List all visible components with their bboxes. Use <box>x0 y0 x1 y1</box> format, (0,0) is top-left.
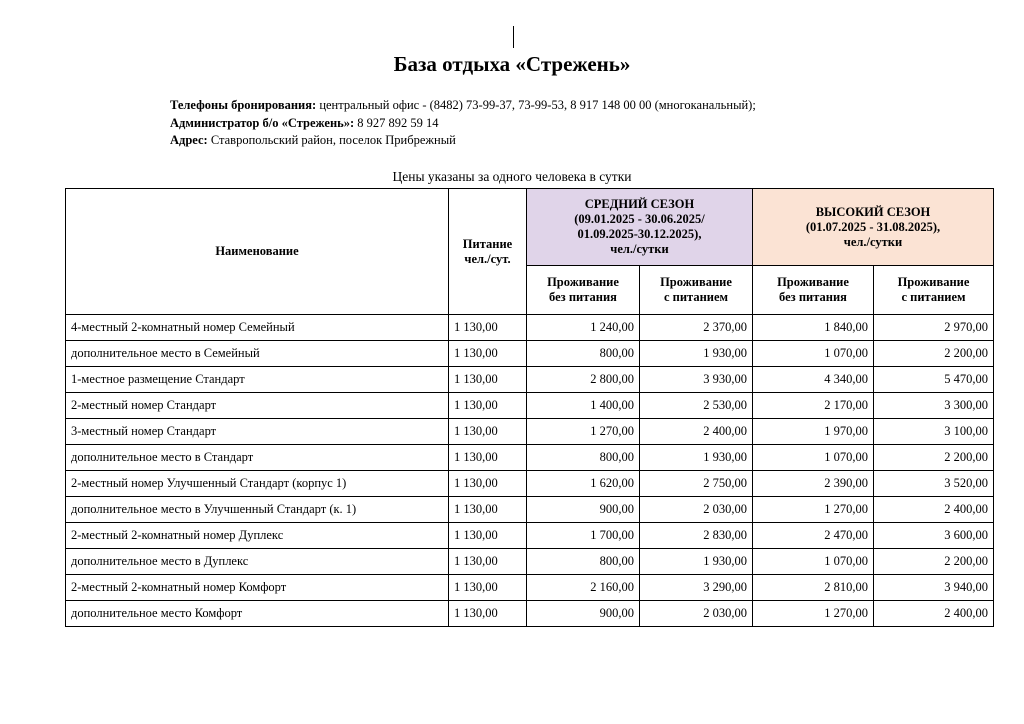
phones-label: Телефоны бронирования: <box>170 98 317 112</box>
text-cursor <box>513 26 514 48</box>
high-with-meals-cell: 2 200,00 <box>874 341 994 367</box>
high-with-meals-cell: 2 400,00 <box>874 601 994 627</box>
high-no-meals-cell: 1 070,00 <box>753 445 874 471</box>
table-row <box>66 341 994 367</box>
mid-with-meals-line1: Проживание <box>660 275 732 289</box>
header-meals-line1: Питание <box>462 236 513 251</box>
address-value: Ставропольский район, поселок Прибрежный <box>207 133 456 147</box>
header-high-with-meals <box>874 266 994 315</box>
high-no-meals-cell: 1 970,00 <box>753 419 874 445</box>
high-no-meals-cell: 2 390,00 <box>753 471 874 497</box>
mid-with-meals-cell: 1 930,00 <box>640 445 753 471</box>
address-label: Адрес: <box>170 133 208 147</box>
high-no-meals-line2: без питания <box>779 290 847 304</box>
address-line <box>170 132 756 150</box>
header-row-top <box>66 189 994 266</box>
mid-with-meals-line2: с питанием <box>663 290 729 304</box>
high-with-meals-cell: 3 100,00 <box>874 419 994 445</box>
mid-with-meals-cell: 2 830,00 <box>640 523 753 549</box>
high-no-meals-cell: 1 270,00 <box>753 497 874 523</box>
high-with-meals-cell: 2 200,00 <box>874 549 994 575</box>
header-meals <box>449 189 527 315</box>
high-no-meals-cell: 1 070,00 <box>753 341 874 367</box>
meals-price-cell: 1 130,00 <box>449 601 527 627</box>
table-row <box>66 419 994 445</box>
room-name-cell: дополнительное место в Дуплекс <box>66 549 449 575</box>
mid-with-meals-cell: 3 930,00 <box>640 367 753 393</box>
table-row <box>66 497 994 523</box>
room-name-cell: дополнительное место в Семейный <box>66 341 449 367</box>
mid-with-meals-cell: 1 930,00 <box>640 341 753 367</box>
high-with-meals-cell: 2 200,00 <box>874 445 994 471</box>
mid-with-meals-cell: 1 930,00 <box>640 549 753 575</box>
room-name-cell: 3-местный номер Стандарт <box>66 419 449 445</box>
mid-no-meals-cell: 1 240,00 <box>527 315 640 341</box>
admin-line <box>170 115 756 133</box>
mid-no-meals-cell: 800,00 <box>527 341 640 367</box>
room-name-cell: 2-местный 2-комнатный номер Комфорт <box>66 575 449 601</box>
room-name-cell: 2-местный номер Улучшенный Стандарт (корпус 1) <box>66 471 449 497</box>
room-name-cell: дополнительное место Комфорт <box>66 601 449 627</box>
mid-no-meals-cell: 900,00 <box>527 497 640 523</box>
admin-value: 8 927 892 59 14 <box>354 115 439 130</box>
price-table-body <box>66 315 994 627</box>
table-caption: Цены указаны за одного человека в сутки <box>392 169 632 184</box>
high-with-meals-cell: 2 970,00 <box>874 315 994 341</box>
header-meals-line2: чел./сут. <box>464 251 511 266</box>
mid-no-meals-line2: без питания <box>549 290 617 304</box>
contact-info <box>170 97 756 150</box>
mid-with-meals-cell: 2 030,00 <box>640 601 753 627</box>
mid-with-meals-cell: 2 370,00 <box>640 315 753 341</box>
table-row <box>66 393 994 419</box>
header-name: Наименование <box>66 189 449 315</box>
mid-no-meals-cell: 1 700,00 <box>527 523 640 549</box>
meals-price-cell: 1 130,00 <box>449 393 527 419</box>
high-with-meals-cell: 3 940,00 <box>874 575 994 601</box>
room-name-cell: 1-местное размещение Стандарт <box>66 367 449 393</box>
meals-price-cell: 1 130,00 <box>449 367 527 393</box>
high-no-meals-cell: 2 470,00 <box>753 523 874 549</box>
table-row <box>66 471 994 497</box>
high-with-meals-cell: 2 400,00 <box>874 497 994 523</box>
high-season-dates: (01.07.2025 - 31.08.2025), <box>805 219 941 234</box>
high-no-meals-cell: 2 170,00 <box>753 393 874 419</box>
table-row <box>66 549 994 575</box>
high-no-meals-cell: 1 270,00 <box>753 601 874 627</box>
mid-no-meals-cell: 2 160,00 <box>527 575 640 601</box>
mid-with-meals-cell: 3 290,00 <box>640 575 753 601</box>
table-row <box>66 445 994 471</box>
meals-price-cell: 1 130,00 <box>449 471 527 497</box>
mid-season-dates-2: 01.09.2025-30.12.2025), <box>577 227 702 241</box>
high-no-meals-line1: Проживание <box>777 275 849 289</box>
meals-price-cell: 1 130,00 <box>449 497 527 523</box>
meals-price-cell: 1 130,00 <box>449 445 527 471</box>
admin-label: Администратор б/о «Стрежень»: <box>170 115 355 130</box>
phones-line <box>170 97 756 115</box>
table-row <box>66 523 994 549</box>
meals-price-cell: 1 130,00 <box>449 341 527 367</box>
header-mid-season <box>527 189 753 266</box>
header-high-no-meals <box>753 266 874 315</box>
mid-season-dates-1: (09.01.2025 - 30.06.2025/ <box>574 212 705 226</box>
high-with-meals-line1: Проживание <box>897 275 970 289</box>
mid-with-meals-cell: 2 750,00 <box>640 471 753 497</box>
room-name-cell: 2-местный номер Стандарт <box>66 393 449 419</box>
high-with-meals-cell: 5 470,00 <box>874 367 994 393</box>
high-no-meals-cell: 1 070,00 <box>753 549 874 575</box>
high-with-meals-cell: 3 520,00 <box>874 471 994 497</box>
table-row <box>66 367 994 393</box>
price-table <box>65 188 994 627</box>
high-with-meals-line2: с питанием <box>901 290 966 304</box>
mid-no-meals-cell: 1 620,00 <box>527 471 640 497</box>
high-season-title: ВЫСОКИЙ СЕЗОН <box>815 204 931 219</box>
header-mid-with-meals <box>640 266 753 315</box>
meals-price-cell: 1 130,00 <box>449 315 527 341</box>
header-high-season <box>753 189 994 266</box>
meals-price-cell: 1 130,00 <box>449 549 527 575</box>
high-no-meals-cell: 2 810,00 <box>753 575 874 601</box>
meals-price-cell: 1 130,00 <box>449 575 527 601</box>
document-title: База отдыха «Стрежень» <box>393 52 631 76</box>
high-with-meals-cell: 3 300,00 <box>874 393 994 419</box>
meals-price-cell: 1 130,00 <box>449 523 527 549</box>
meals-price-cell: 1 130,00 <box>449 419 527 445</box>
mid-no-meals-cell: 2 800,00 <box>527 367 640 393</box>
mid-no-meals-line1: Проживание <box>547 275 619 289</box>
room-name-cell: 2-местный 2-комнатный номер Дуплекс <box>66 523 449 549</box>
mid-with-meals-cell: 2 530,00 <box>640 393 753 419</box>
mid-with-meals-cell: 2 400,00 <box>640 419 753 445</box>
table-row <box>66 575 994 601</box>
mid-no-meals-cell: 1 400,00 <box>527 393 640 419</box>
high-season-unit: чел./сутки <box>843 234 903 249</box>
table-row <box>66 601 994 627</box>
mid-season-title: СРЕДНИЙ СЕЗОН <box>584 197 695 211</box>
mid-no-meals-cell: 800,00 <box>527 445 640 471</box>
table-row <box>66 315 994 341</box>
high-no-meals-cell: 4 340,00 <box>753 367 874 393</box>
mid-no-meals-cell: 1 270,00 <box>527 419 640 445</box>
room-name-cell: дополнительное место в Улучшенный Стандарт (к. 1) <box>66 497 449 523</box>
room-name-cell: дополнительное место в Стандарт <box>66 445 449 471</box>
high-with-meals-cell: 3 600,00 <box>874 523 994 549</box>
mid-no-meals-cell: 900,00 <box>527 601 640 627</box>
high-no-meals-cell: 1 840,00 <box>753 315 874 341</box>
header-mid-no-meals <box>527 266 640 315</box>
room-name-cell: 4-местный 2-комнатный номер Семейный <box>66 315 449 341</box>
mid-with-meals-cell: 2 030,00 <box>640 497 753 523</box>
mid-no-meals-cell: 800,00 <box>527 549 640 575</box>
phones-value: центральный офис - (8482) 73-99-37, 73-99-53, 8 917 148 00 00 (многоканальный); <box>316 98 756 112</box>
mid-season-unit: чел./сутки <box>610 242 669 256</box>
